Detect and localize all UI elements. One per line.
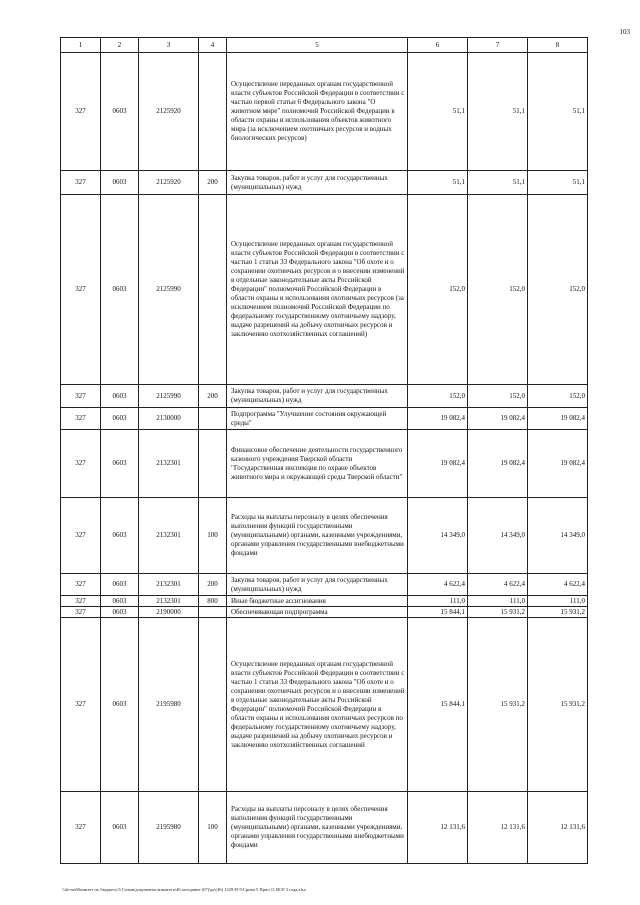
description-text: Обеспечивающая подпрограмма (231, 607, 328, 616)
description-cell (227, 498, 408, 574)
amount-col6-cell: 19 082,4 (408, 408, 468, 430)
amount-col6-cell: 19 082,4 (408, 430, 468, 498)
expense-type-cell: 800 (199, 596, 227, 607)
description-cell (227, 385, 408, 408)
expense-type-cell: 200 (199, 385, 227, 408)
section-code-cell: 0603 (101, 171, 139, 195)
amount-col7-cell: 4 622,4 (468, 574, 528, 596)
description-text: Закупка товаров, работ и услуг для государственных (муниципальных) нужд (231, 173, 388, 191)
amount-col7-cell: 152,0 (468, 195, 528, 385)
section-code-cell: 0603 (101, 408, 139, 430)
target-code-cell: 2130000 (139, 408, 199, 430)
expense-type-cell (199, 607, 227, 618)
amount-col8-cell: 19 082,4 (528, 408, 588, 430)
description-cell (227, 195, 408, 385)
description-cell (227, 596, 408, 607)
amount-col7-cell: 15 931,2 (468, 618, 528, 792)
amount-col7-cell: 14 349,0 (468, 498, 528, 574)
column-header: 5 (227, 38, 408, 53)
amount-col8-cell: 152,0 (528, 195, 588, 385)
amount-col8-cell: 15 931,2 (528, 607, 588, 618)
amount-col7-cell: 19 082,4 (468, 408, 528, 430)
column-header: 7 (468, 38, 528, 53)
target-code-cell: 2132301 (139, 498, 199, 574)
column-header: 3 (139, 38, 199, 53)
target-code-cell: 2195980 (139, 792, 199, 864)
table-row (61, 408, 588, 430)
admin-code-cell: 327 (61, 607, 101, 618)
admin-code-cell: 327 (61, 430, 101, 498)
description-cell (227, 53, 408, 171)
target-code-cell: 2132301 (139, 574, 199, 596)
amount-col8-cell: 14 349,0 (528, 498, 588, 574)
table-row (61, 574, 588, 596)
amount-col7-cell: 51,1 (468, 53, 528, 171)
admin-code-cell: 327 (61, 792, 101, 864)
expense-type-cell (199, 430, 227, 498)
target-code-cell: 2195980 (139, 618, 199, 792)
expense-type-cell (199, 53, 227, 171)
admin-code-cell: 327 (61, 408, 101, 430)
target-code-cell: 2125920 (139, 53, 199, 171)
section-code-cell: 0603 (101, 607, 139, 618)
expense-type-cell (199, 408, 227, 430)
file-path-footer: \\ile-net\Комитет по бюджету\5 Созыв\документы комитета\46 заседание (07)\pr\(46) 1329-П-5\Сроки 5 Прил 11 ВСР 3 года.xlsx (62, 887, 306, 892)
expense-type-cell: 200 (199, 574, 227, 596)
amount-col8-cell: 15 931,2 (528, 618, 588, 792)
amount-col8-cell: 4 622,4 (528, 574, 588, 596)
column-header: 8 (528, 38, 588, 53)
amount-col7-cell: 15 931,2 (468, 607, 528, 618)
description-cell (227, 430, 408, 498)
amount-col7-cell: 19 082,4 (468, 430, 528, 498)
section-code-cell: 0603 (101, 596, 139, 607)
target-code-cell: 2132301 (139, 430, 199, 498)
amount-col6-cell: 152,0 (408, 385, 468, 408)
target-code-cell: 2132301 (139, 596, 199, 607)
section-code-cell: 0603 (101, 618, 139, 792)
admin-code-cell: 327 (61, 618, 101, 792)
description-cell (227, 607, 408, 618)
column-header: 2 (101, 38, 139, 53)
header-row (61, 38, 588, 53)
amount-col6-cell: 51,1 (408, 171, 468, 195)
page-number: 103 (619, 28, 630, 36)
section-code-cell: 0603 (101, 385, 139, 408)
section-code-cell: 0603 (101, 498, 139, 574)
amount-col6-cell: 4 622,4 (408, 574, 468, 596)
admin-code-cell: 327 (61, 195, 101, 385)
admin-code-cell: 327 (61, 385, 101, 408)
section-code-cell: 0603 (101, 53, 139, 171)
expense-type-cell: 100 (199, 498, 227, 574)
admin-code-cell: 327 (61, 171, 101, 195)
table-row (61, 792, 588, 864)
amount-col7-cell: 152,0 (468, 385, 528, 408)
amount-col8-cell: 51,1 (528, 53, 588, 171)
description-text: Закупка товаров, работ и услуг для государственных (муниципальных) нужд (231, 575, 388, 593)
admin-code-cell: 327 (61, 498, 101, 574)
amount-col8-cell: 12 131,6 (528, 792, 588, 864)
table-row (61, 607, 588, 618)
amount-col7-cell: 51,1 (468, 171, 528, 195)
target-code-cell: 2125990 (139, 195, 199, 385)
table-row (61, 195, 588, 385)
description-cell (227, 792, 408, 864)
column-header: 4 (199, 38, 227, 53)
target-code-cell: 2125920 (139, 171, 199, 195)
description-text: Расходы на выплаты персоналу в целях обеспечения выполнения функций государственными (муниципальными) органами, казенными учреждениями, органами управления государственными внебюджетными фондами (231, 513, 404, 557)
description-text: Финансовое обеспечение деятельности государственного казенного учреждения Тверской области "Государственная инспекция по охране объектов животного мира и окружающей среды Тверской области" (231, 445, 403, 481)
amount-col7-cell: 111,0 (468, 596, 528, 607)
table-row (61, 618, 588, 792)
description-cell (227, 171, 408, 195)
description-cell (227, 618, 408, 792)
target-code-cell: 2190000 (139, 607, 199, 618)
table-row (61, 498, 588, 574)
amount-col6-cell: 152,0 (408, 195, 468, 385)
expense-type-cell (199, 195, 227, 385)
description-text: Закупка товаров, работ и услуг для государственных (муниципальных) нужд (231, 387, 388, 404)
amount-col6-cell: 15 844,1 (408, 618, 468, 792)
section-code-cell: 0603 (101, 430, 139, 498)
amount-col6-cell: 14 349,0 (408, 498, 468, 574)
description-cell (227, 574, 408, 596)
section-code-cell: 0603 (101, 792, 139, 864)
description-cell (227, 408, 408, 430)
table-row (61, 430, 588, 498)
table-row (61, 53, 588, 171)
target-code-cell: 2125990 (139, 385, 199, 408)
description-text: Расходы на выплаты персоналу в целях обеспечения выполнения функций государственными (муниципальными) органами, казенными учреждениями, органами управления государственными внебюджетными фондами (231, 805, 404, 849)
table-row (61, 596, 588, 607)
admin-code-cell: 327 (61, 53, 101, 171)
amount-col6-cell: 111,0 (408, 596, 468, 607)
table-row (61, 385, 588, 408)
expense-type-cell: 200 (199, 171, 227, 195)
budget-table (60, 37, 588, 864)
description-text: Подпрограмма "Улучшение состояния окружающей среды" (231, 409, 387, 427)
amount-col6-cell: 12 131,6 (408, 792, 468, 864)
description-text: Иные бюджетные ассигнования (231, 596, 326, 605)
amount-col8-cell: 51,1 (528, 171, 588, 195)
amount-col6-cell: 15 844,1 (408, 607, 468, 618)
table-row (61, 171, 588, 195)
amount-col8-cell: 19 082,4 (528, 430, 588, 498)
admin-code-cell: 327 (61, 596, 101, 607)
description-text: Осуществление переданных органам государственной власти субъектов Российской Федерации в соответствии с частью первой статьи 6 Федерального закона "О животном мире" полномочий Российской Федерации в области охраны и использования объектов животного мира (за исключением охотничьих ресурсов и водных биологических ресурсов) (231, 80, 405, 142)
expense-type-cell: 100 (199, 792, 227, 864)
column-header: 1 (61, 38, 101, 53)
section-code-cell: 0603 (101, 574, 139, 596)
amount-col7-cell: 12 131,6 (468, 792, 528, 864)
amount-col8-cell: 152,0 (528, 385, 588, 408)
section-code-cell: 0603 (101, 195, 139, 385)
column-header: 6 (408, 38, 468, 53)
expense-type-cell (199, 618, 227, 792)
amount-col6-cell: 51,1 (408, 53, 468, 171)
admin-code-cell: 327 (61, 574, 101, 596)
description-text: Осуществление переданных органам государственной власти субъектов Российской Федерации в соответствии с частью 1 статьи 33 Федерального закона "Об охоте и о сохранении охотничьих ресурсов и о внесении изменений в отдельные законодательные акты Российской Федерации" полномочий Российской Федерации в области охраны и использования охотничьих ресурсов (за исключением полномочий Российской Федерации по федеральному государственному охотничьему надзору, выдаче разрешений на добычу охотничьих ресурсов и заключению охотхозяйственных соглашений) (231, 240, 405, 338)
description-text: Осуществление переданных органам государственной власти субъектов Российской Федерации в соответствии с частью 1 статьи 33 Федерального закона "Об охоте и о сохранении охотничьих ресурсов и о внесении изменений в отдельные законодательные акты Российской Федерации" полномочий Российской Федерации в области охраны и использования охотничьих ресурсов по федеральному государственному охотничьему надзору, выдаче разрешений на добычу охотничьих ресурсов и заключению охотхозяйственных соглашений (231, 659, 405, 749)
amount-col8-cell: 111,0 (528, 596, 588, 607)
